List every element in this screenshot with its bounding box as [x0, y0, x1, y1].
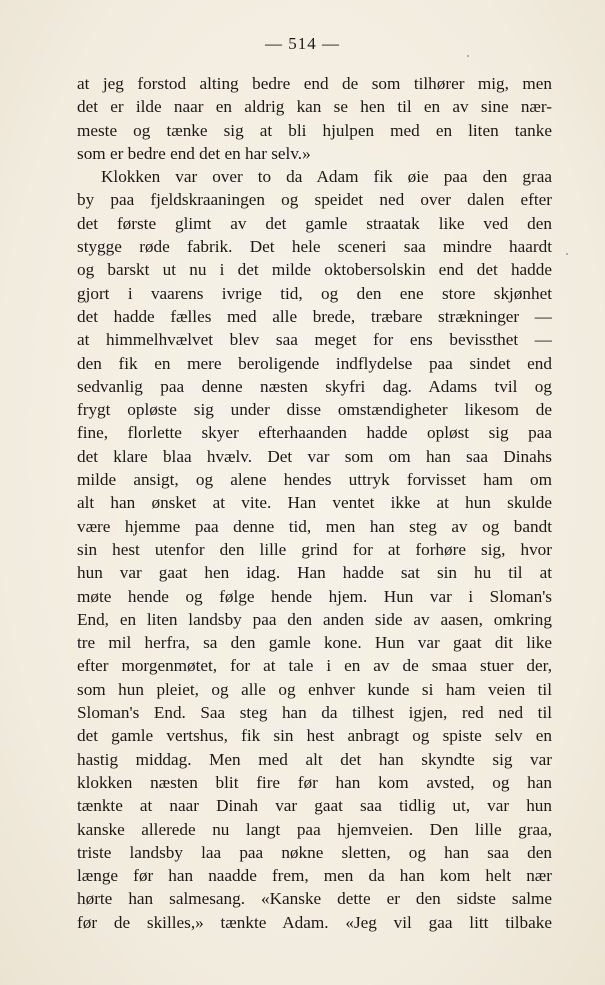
text-line: det hadde fælles med alle brede, træbare strækninger — — [77, 306, 552, 326]
text-line: som er bedre end det en har selv.» — [77, 143, 311, 163]
text-line: være hjemme paa denne tid, men han steg av og bandt — [77, 516, 552, 536]
page-number: — 514 — — [265, 34, 340, 53]
text-line: det gamle vertshus, fik sin hest anbragt og spiste selv en — [77, 726, 552, 746]
text-line: og barskt ut nu i det milde oktobersolskin end det hadde — [77, 260, 552, 280]
text-line: sedvanlig paa denne næsten skyfri dag. Adams tvil og — [77, 376, 552, 396]
text-line: frygt opløste sig under disse omstændigheter likesom de — [77, 400, 552, 420]
text-line: møte hende og følge hende hjem. Hun var i Sloman's — [77, 586, 552, 606]
text-line: meste og tænke sig at bli hjulpen med en liten tanke — [77, 120, 552, 140]
text-line: længe før han naadde frem, men da han kom helt nær — [77, 866, 552, 886]
text-line: det er ilde naar en aldrig kan se hen til en av sine nær- — [77, 97, 552, 117]
text-line: det klare blaa hvælv. Det var som om han saa Dinahs — [77, 446, 552, 466]
text-line: sin hest utenfor den lille grind for at forhøre sig, hvor — [77, 539, 552, 559]
paper-speck — [467, 55, 469, 57]
text-line: hun var gaat hen idag. Han hadde sat sin hu til at — [77, 563, 552, 583]
text-line: efter morgenmøtet, for at tale i en av de smaa stuer der, — [77, 656, 552, 676]
text-line: by paa fjeldskraaningen og speidet ned over dalen efter — [77, 190, 552, 210]
text-line: gjort i vaarens ivrige tid, og den ene store skjønhet — [77, 283, 552, 303]
text-line: tre mil herfra, sa den gamle kone. Hun var gaat dit like — [77, 633, 552, 653]
text-line: milde ansigt, og alene hendes uttryk forvisset ham om — [77, 470, 552, 490]
body-text — [77, 72, 552, 934]
text-line: Sloman's End. Saa steg han da tilhest igjen, red ned til — [77, 703, 552, 723]
paragraph-first-line: Klokken var over to da Adam fik øie paa den graa — [101, 167, 552, 187]
text-line: alt han ønsket at vite. Han ventet ikke at hun skulde — [77, 493, 552, 513]
text-line: at jeg forstod alting bedre end de som tilhører mig, men — [77, 74, 552, 93]
text-line: det første glimt av det gamle straatak like ved den — [77, 213, 552, 233]
text-line: hørte han salmesang. «Kanske dette er den sidste salme — [77, 889, 552, 909]
text-line: kanske allerede nu langt paa hjemveien. Den lille graa, — [77, 819, 552, 839]
text-line: fine, florlette skyer efterhaanden hadde opløst sig paa — [77, 423, 552, 443]
text-line: at himmelhvælvet blev saa meget for ens bevissthet — — [77, 330, 552, 350]
paper-speck — [566, 253, 568, 255]
text-line: tænkte at naar Dinah var gaat saa tidlig ut, var hun — [77, 796, 552, 816]
text-line: klokken næsten blit fire før han kom avsted, og han — [77, 772, 552, 792]
text-line: hastig middag. Men med alt det han skyndte sig var — [77, 749, 552, 769]
text-line: triste landsby laa paa nøkne sletten, og han saa den — [77, 842, 552, 862]
text-line: som hun pleiet, og alle og enhver kunde si ham veien til — [77, 679, 552, 699]
text-line: før de skilles,» tænkte Adam. «Jeg vil gaa litt tilbake — [77, 912, 552, 932]
text-line: den fik en mere beroligende indflydelse paa sindet end — [77, 353, 552, 373]
text-line: End, en liten landsby paa den anden side av aasen, omkring — [77, 609, 552, 629]
text-line: stygge røde fabrik. Det hele sceneri saa mindre haardt — [77, 237, 552, 257]
